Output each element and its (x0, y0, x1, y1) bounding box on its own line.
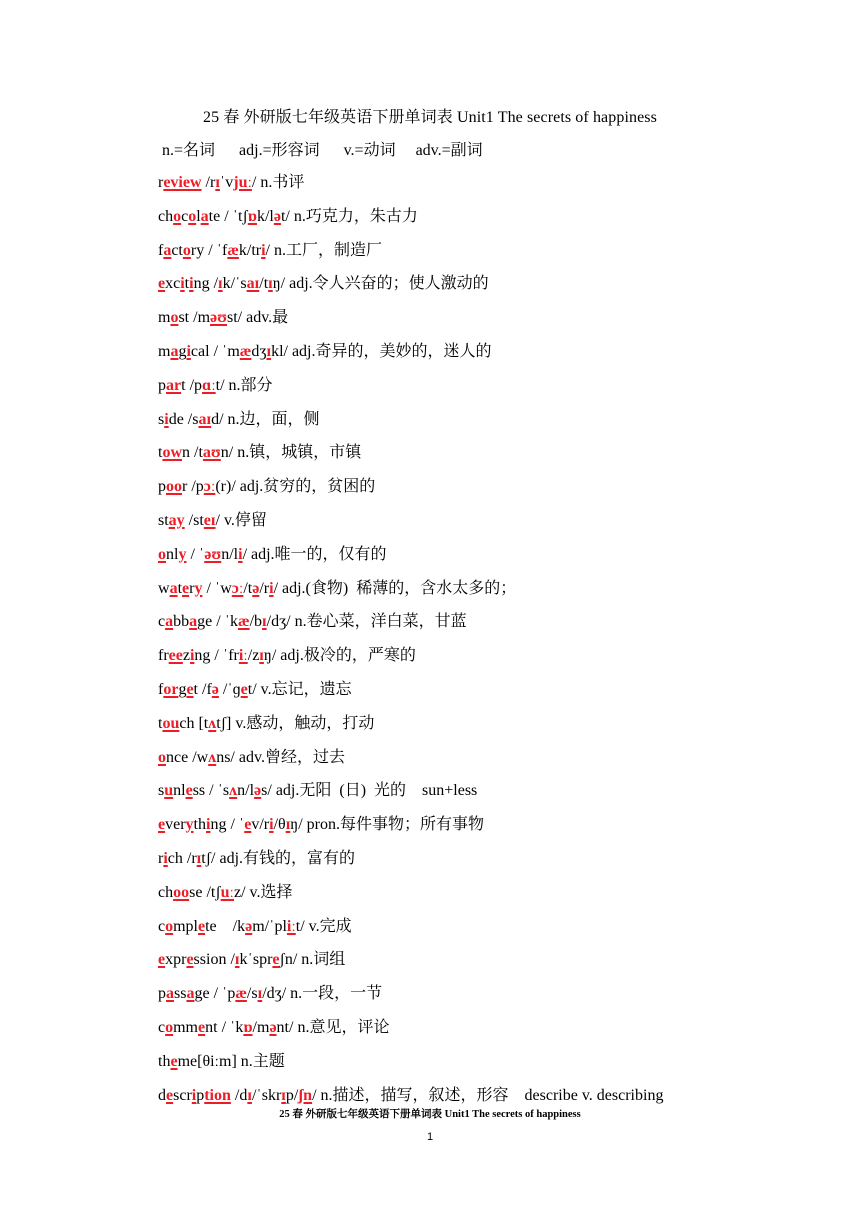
vocab-word: chocolate (158, 207, 221, 225)
vocab-word: once (158, 748, 189, 766)
vocab-entry (158, 240, 382, 262)
vocab-word: part (158, 376, 186, 394)
vocab-entry (158, 780, 477, 802)
vocab-definition: / ˈsʌn/ləs/ adj.无阳 (日) 光的 sun+less (205, 782, 478, 800)
vocab-word: description (158, 1086, 231, 1104)
vocab-entry (158, 307, 288, 329)
vocab-definition: / ˈfriː/zɪŋ/ adj.极冷的，严寒的 (210, 647, 416, 665)
vocab-definition: /rɪˈvjuː/ n.书评 (201, 174, 305, 191)
vocab-entry (158, 172, 304, 194)
vocab-definition: /tʃuːz/ v.选择 (202, 883, 293, 901)
vocab-word: magical (158, 343, 210, 360)
vocab-definition: /pɔː(r)/ adj.贫穷的，贫困的 (187, 478, 376, 496)
vocab-word: sunless (158, 782, 206, 800)
vocab-entry (158, 949, 345, 971)
vocab-definition: /taʊn/ n.镇，城镇，市镇 (190, 444, 362, 462)
vocab-entry (158, 273, 489, 295)
vocab-word: touch (158, 714, 195, 732)
vocab-definition: /pɑːt/ n.部分 (185, 376, 273, 394)
vocab-definition: [tʌtʃ] v.感动，触动，打动 (194, 714, 375, 732)
page-title: 25 春 外研版七年级英语下册单词表 Unit1 The secrets of happiness (203, 109, 657, 126)
vocab-definition: / ˈmædʒɪkl/ adj.奇异的，美妙的，迷人的 (209, 343, 492, 360)
vocab-entry (158, 442, 361, 464)
vocab-entry (158, 747, 345, 769)
vocab-word: exciting (158, 275, 210, 293)
vocab-word: stay (158, 512, 185, 529)
vocab-entry (158, 341, 492, 363)
vocab-definition: /məʊst/ adv.最 (189, 309, 289, 327)
vocab-word: watery (158, 579, 203, 597)
vocab-definition: / ˈwɔː/tə/ri/ adj.(食物) 稀薄的，含水太多的； (202, 579, 517, 597)
vocab-definition: / ˈtʃɒk/lət/ n.巧克力，朱古力 (220, 207, 418, 225)
vocab-entry (158, 1017, 389, 1039)
page-number: 1 (426, 1131, 434, 1143)
vocab-word: comment (158, 1019, 218, 1036)
vocab-definition: n.主题 (236, 1052, 285, 1070)
vocab-word: cabbage (158, 613, 213, 631)
page-footer: 25 春 外研版七年级英语下册单词表 Unit1 The secrets of happiness (279, 1109, 581, 1120)
vocab-entry (158, 510, 267, 532)
vocab-word: factory (158, 241, 205, 259)
vocab-word: passage (158, 985, 210, 1003)
vocab-definition: / ˈpæ/sɪ/dʒ/ n.一段，一节 (209, 985, 383, 1003)
vocab-word: freezing (158, 647, 211, 665)
vocab-word: everything (158, 816, 227, 834)
vocab-word: only (158, 545, 187, 563)
vocab-entry (158, 375, 273, 397)
vocab-word: town (158, 444, 191, 462)
vocab-entry (158, 409, 320, 431)
vocab-entry (158, 713, 374, 735)
vocab-definition: /dɪ/ˈskrɪp/ʃn/ n.描述，描写，叙述，形容 describe v. describing (230, 1086, 664, 1104)
vocab-definition: / ˈkɒ/mənt/ n.意见，评论 (217, 1019, 390, 1036)
vocab-definition: /steɪ/ v.停留 (184, 512, 267, 529)
vocab-entry (158, 848, 355, 870)
vocab-definition: /kəm/ˈpliːt/ v.完成 (216, 917, 352, 935)
vocab-entry (158, 1085, 663, 1107)
vocab-entry (158, 611, 467, 633)
vocab-entry (158, 882, 293, 904)
vocab-word: theme[θiːm] (158, 1052, 237, 1070)
vocab-definition: / ˈkæ/bɪ/dʒ/ n.卷心菜，洋白菜，甘蓝 (212, 613, 467, 631)
vocab-entry (158, 679, 352, 701)
vocab-entry (158, 1051, 285, 1073)
vocab-word: review (158, 174, 202, 191)
vocab-word: rich (158, 850, 183, 867)
vocab-definition: / ˈfæk/tri/ n.工厂，制造厂 (204, 241, 382, 259)
vocab-entry (158, 206, 418, 228)
vocab-entry (158, 983, 382, 1005)
vocab-word: choose (158, 883, 203, 901)
vocab-entry (158, 476, 375, 498)
vocab-entry (158, 645, 416, 667)
vocab-word: most (158, 309, 190, 327)
vocab-entry (158, 916, 352, 938)
vocab-entry (158, 544, 387, 566)
abbreviation-legend: n.=名词 adj.=形容词 v.=动词 adv.=副词 (162, 142, 483, 159)
vocab-definition: /fə /ˈɡet/ v.忘记，遗忘 (198, 681, 352, 698)
vocab-definition: /wʌns/ adv.曾经，过去 (188, 748, 345, 766)
vocab-definition: /ɪkˈspreʃn/ n.词组 (226, 951, 346, 969)
vocab-definition: / ˈəʊn/li/ adj.唯一的，仅有的 (186, 545, 387, 563)
vocab-word: expression (158, 951, 227, 969)
vocab-definition: /saɪd/ n.边，面，侧 (183, 410, 320, 428)
vocab-definition: /ɪk/ˈsaɪ/tɪŋ/ adj.令人兴奋的；使人激动的 (209, 275, 489, 293)
vocab-entry (158, 578, 516, 600)
vocab-word: complete (158, 917, 217, 935)
vocab-word: side (158, 410, 184, 428)
vocab-entry (158, 814, 484, 836)
vocab-definition: / ˈev/ri/θɪŋ/ pron.每件事物；所有事物 (226, 816, 484, 834)
vocab-word: forget (158, 681, 198, 698)
vocab-definition: /rɪtʃ/ adj.有钱的，富有的 (182, 850, 356, 867)
vocab-word: poor (158, 478, 188, 496)
